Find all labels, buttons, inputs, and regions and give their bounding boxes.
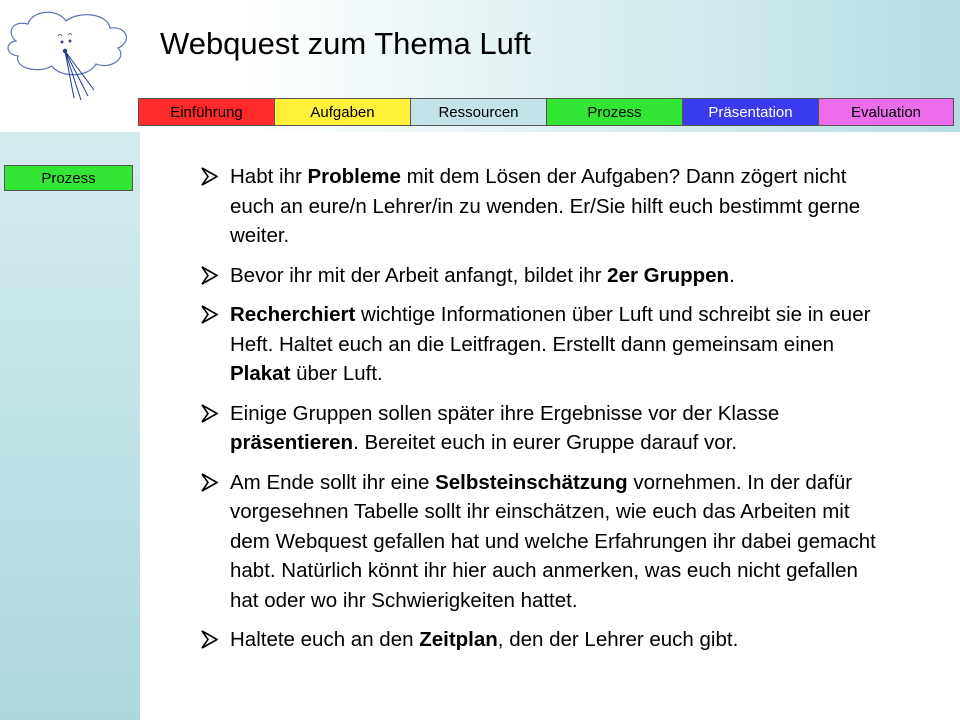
tab-einfuehrung[interactable]: [138, 98, 274, 126]
arrow-bullet-icon: [201, 266, 218, 285]
tab-label: Prozess: [587, 103, 642, 121]
emphasis-text: Plakat: [230, 362, 291, 385]
list-item: [195, 300, 885, 389]
arrow-bullet-icon: [201, 305, 218, 324]
list-item-text: [230, 402, 779, 455]
arrow-bullet-icon: [201, 167, 218, 186]
section-label-text: Prozess: [41, 169, 96, 187]
list-item: [195, 468, 885, 616]
tab-praesentation[interactable]: [682, 98, 818, 126]
current-section-label: [4, 165, 133, 191]
text-segment: Am Ende sollt ihr eine: [230, 470, 436, 494]
emphasis-text: Zeitplan: [419, 628, 498, 651]
text-segment: Einige Gruppen sollen später ihre Ergebnisse vor der Klasse: [230, 401, 780, 425]
emphasis-text: Probleme: [307, 165, 401, 188]
arrow-bullet-icon: [201, 630, 218, 649]
page-title: Webquest zum Thema Luft: [160, 26, 532, 61]
tab-label: Ressourcen: [438, 103, 519, 121]
list-item-text: [230, 264, 735, 287]
list-item: [195, 625, 885, 655]
tab-label: Einführung: [170, 103, 243, 121]
tab-ressourcen[interactable]: [410, 98, 546, 126]
emphasis-text: präsentieren: [230, 431, 354, 454]
emphasis-text: Recherchiert: [230, 303, 356, 326]
text-segment: Haltete euch an den: [230, 628, 420, 651]
list-item-text: [230, 471, 876, 612]
tab-aufgaben[interactable]: [274, 98, 410, 126]
emphasis-text: 2er Gruppen: [607, 263, 730, 287]
tab-label: Präsentation: [708, 103, 793, 121]
text-segment: mit dem Lösen der Aufgaben? Dann zögert nicht euch an eure/n Lehrer/in zu wenden. Er/Sie hilft euch bestimmt gerne weiter.: [230, 165, 861, 247]
wind-cloud-icon: [2, 8, 132, 108]
text-segment: , den der Lehrer euch gibt.: [497, 628, 739, 651]
text-segment: Habt ihr: [230, 165, 308, 188]
arrow-bullet-icon: [201, 404, 218, 423]
list-item: [195, 261, 885, 291]
sidebar-background: [0, 132, 140, 720]
tab-label: Evaluation: [850, 103, 922, 121]
text-segment: wichtige Informationen über Luft und schreibt sie in euer Heft. Haltet euch an die Leitfragen. Erstellt dann gemeinsam einen: [230, 303, 871, 356]
text-segment: . Bereitet euch in eurer Gruppe darauf vor.: [353, 431, 738, 454]
process-instructions-list: [195, 162, 885, 665]
emphasis-text: Selbsteinschätzung: [435, 470, 628, 494]
list-item: [195, 162, 885, 251]
tab-evaluation[interactable]: [818, 98, 954, 126]
text-segment: Bevor ihr mit der Arbeit anfangt, bildet ihr: [230, 263, 608, 287]
text-segment: vornehmen. In der dafür vorgesehnen Tabelle sollt ihr einschätzen, wie euch das Arbeiten mit dem Webquest gefallen hat und welche Erfahrungen ihr dabei gemacht habt. Natürlich könnt ihr hier auch anmerken, was euch nicht gefallen hat oder wo ihr Schwierigkeiten hattet.: [230, 470, 876, 612]
text-segment: .: [729, 263, 735, 287]
tab-prozess[interactable]: [546, 98, 682, 126]
list-item-text: [230, 303, 870, 385]
list-item-text: [230, 165, 860, 247]
list-item: [195, 399, 885, 458]
nav-bar: [138, 98, 954, 126]
arrow-bullet-icon: [201, 473, 218, 492]
text-segment: über Luft.: [290, 362, 383, 385]
list-item-text: [230, 628, 738, 651]
tab-label: Aufgaben: [310, 103, 375, 121]
